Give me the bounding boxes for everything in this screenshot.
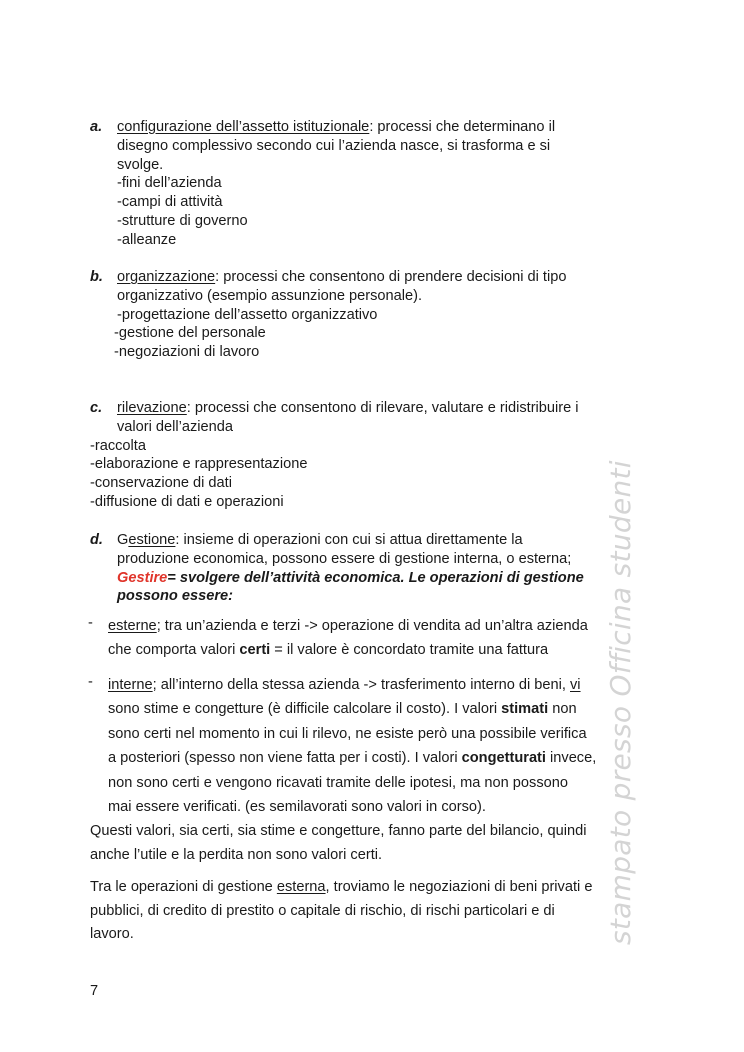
section-a-sub-item: -strutture di governo [117, 212, 248, 229]
paragraph-1-line2: anche l’utile e la perdita non sono valori certi. [90, 846, 383, 863]
bullet-interne [90, 673, 670, 819]
interne-line5: non sono certi e vengono ricavati tramite delle ipotesi, ma non possono [108, 774, 568, 791]
page-number: 7 [90, 983, 99, 999]
congetturati-term: congetturati [461, 750, 546, 767]
section-a-line2: disegno complessivo secondo cui l’azienda nasce, si trasforma e si [117, 137, 551, 154]
watermark: stampato presso Officina studenti [604, 460, 637, 945]
section-c-heading: rilevazione [117, 400, 187, 416]
section-a-line3: svolge. [117, 156, 164, 173]
section-a-sub-item: -alleanze [117, 231, 177, 248]
section-b [90, 268, 650, 362]
paragraph-2 [90, 876, 670, 947]
section-c-sub-item: -raccolta [90, 437, 146, 454]
gestire-definition: = svolgere dell’attività economica. Le operazioni di gestione [167, 569, 584, 586]
section-b-text: : processi che consentono di prendere decisioni di tipo [215, 269, 567, 285]
esterne-line2-pre: che comporta valori [108, 642, 240, 659]
section-c-sub-item: -elaborazione e rappresentazione [90, 456, 308, 473]
section-d [90, 531, 650, 606]
bullet-dash: - [88, 615, 93, 631]
section-a-marker: a. [90, 119, 103, 135]
gestire-term: Gestire [117, 569, 168, 586]
section-c-line2: valori dell’azienda [117, 418, 234, 435]
esterne-line1: ; tra un’azienda e terzi -> operazione di vendita ad un’altra azienda [156, 618, 588, 634]
certi-term: certi [239, 642, 271, 659]
interne-line4: a posteriori (spesso non viene fatta per i costi). I valori [108, 750, 462, 767]
section-a [90, 118, 650, 250]
section-c-text: : processi che consentono di rilevare, valutare e ridistribuire i [186, 400, 579, 416]
esterne-term: esterne [108, 618, 157, 634]
bullet-esterne [90, 614, 670, 663]
section-b-sub-item: -negoziazioni di lavoro [114, 344, 260, 361]
bullet-dash: - [88, 674, 93, 690]
section-b-sub-item: -gestione del personale [114, 325, 266, 342]
interne-line4-post: invece, [545, 750, 597, 767]
paragraph-2-line1-pre: Tra le operazioni di gestione [90, 879, 277, 895]
section-b-marker: b. [90, 269, 103, 285]
section-a-sub-item: -campi di attività [117, 194, 223, 211]
section-c-sub-item: -conservazione di dati [90, 475, 232, 492]
esterne-line2-post: = il valore è concordato tramite una fattura [270, 642, 549, 659]
section-d-line2: produzione economica, possono essere di gestione interna, o esterna; [117, 550, 572, 567]
paragraph-2-line1-post: , troviamo le negoziazioni di beni privati e [325, 879, 593, 895]
interne-line2: sono stime e congetture (è difficile calcolare il costo). I valori [108, 701, 502, 718]
interne-line1-vi: vi [570, 677, 581, 693]
interne-line3: sono certi nel momento in cui li rilevo, ne esiste però una possibile verifica [108, 725, 587, 742]
section-a-heading: configurazione dell’assetto istituzionale [117, 119, 370, 135]
section-d-line4: possono essere: [117, 588, 233, 605]
paragraph-1-line1: Questi valori, sia certi, sia stime e congetture, fanno parte del bilancio, quindi [90, 823, 587, 839]
stimati-term: stimati [501, 701, 549, 718]
interne-line1: ; all’interno della stessa azienda -> trasferimento interno di beni, [152, 677, 570, 693]
esterna-term: esterna [276, 879, 326, 895]
paragraph-2-line2: pubblici, di credito di prestito o capitale di rischio, di rischi particolari e di [90, 902, 555, 919]
section-b-sub-item: -progettazione dell’assetto organizzativo [117, 306, 378, 323]
section-d-text: : insieme di operazioni con cui si attua direttamente la [175, 532, 523, 548]
section-d-marker: d. [90, 532, 103, 548]
section-d-heading: estione [128, 532, 176, 548]
paragraph-2-line3: lavoro. [90, 926, 134, 943]
section-d-heading-initial: G [117, 532, 129, 548]
section-c-marker: c. [90, 400, 103, 416]
interne-term: interne [108, 677, 153, 693]
section-c-sub-item: -diffusione di dati e operazioni [90, 493, 284, 510]
interne-line6: mai essere verificati. (es semilavorati sono valori in corso). [108, 799, 486, 816]
section-c [90, 399, 650, 512]
section-a-text: : processi che determinano il [369, 119, 556, 135]
paragraph-1 [90, 820, 670, 867]
section-b-line2: organizzativo (esempio assunzione personale). [117, 287, 423, 304]
interne-line2-post: non [548, 701, 577, 718]
section-a-sub-item: -fini dell’azienda [117, 175, 222, 192]
section-b-heading: organizzazione [117, 269, 216, 285]
